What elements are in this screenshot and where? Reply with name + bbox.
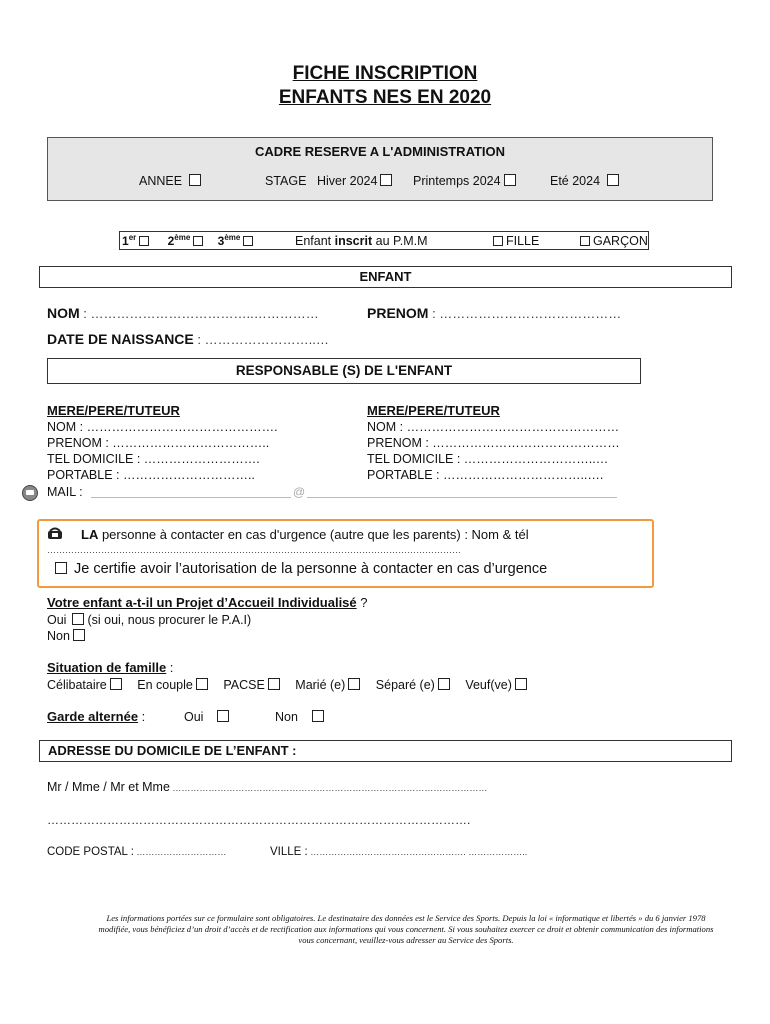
printemps-label: Printemps 2024 — [413, 174, 501, 188]
printemps-option — [413, 173, 519, 189]
garcon-checkbox[interactable] — [580, 236, 590, 246]
adresse-name-field[interactable]: Mr / Mme / Mr et Mme …………………………………………………………………………………………… — [47, 780, 488, 794]
emergency-contact-label: LA personne à contacter en cas d'urgence (autre que les parents) : Nom & tél — [81, 527, 529, 542]
emergency-contact-line[interactable]: ………………………………………………………………………………………………………………………… — [47, 545, 461, 555]
famille-pacse-checkbox[interactable] — [268, 678, 280, 690]
admin-reserved-box — [47, 137, 713, 201]
pai-non-label: Non — [47, 629, 70, 643]
emergency-contact-box — [37, 519, 654, 588]
mail-label: MAIL : — [47, 485, 83, 499]
garde-oui-checkbox[interactable] — [217, 710, 229, 722]
annee-label: ANNEE — [139, 174, 183, 188]
printemps-checkbox[interactable] — [504, 174, 516, 186]
rank-options — [122, 233, 256, 248]
parent-2-heading: MERE/PERE/TUTEUR — [367, 403, 500, 418]
parent-1-nom[interactable]: NOM : ………………………………………. — [47, 420, 278, 434]
garde-non-checkbox[interactable] — [312, 710, 324, 722]
parent-1-heading: MERE/PERE/TUTEUR — [47, 403, 180, 418]
child-birthdate-field[interactable]: DATE DE NAISSANCE : ……………………..… — [47, 331, 329, 347]
famille-veuf-checkbox[interactable] — [515, 678, 527, 690]
certify-option — [52, 561, 547, 577]
garcon-option — [577, 233, 648, 249]
parent-1-portable[interactable]: PORTABLE : ………………………….. — [47, 468, 255, 482]
stage-label: STAGE — [265, 174, 307, 188]
mail-user-line[interactable] — [91, 497, 291, 498]
famille-pacse-label: PACSE — [223, 678, 265, 692]
ete-checkbox[interactable] — [607, 174, 619, 186]
garde-label: Garde alternée : — [47, 709, 146, 724]
pai-non-option — [47, 628, 88, 644]
responsable-section-title: RESPONSABLE (S) DE L'ENFANT — [235, 363, 453, 378]
certify-label: Je certifie avoir l’autorisation de la personne à contacter en cas d’urgence — [74, 561, 548, 577]
child-prenom-field[interactable]: PRENOM : …………………………………… — [367, 305, 622, 321]
hiver-option — [317, 173, 395, 189]
rank-1-label: 1er — [122, 233, 137, 248]
parent-2-block — [367, 403, 667, 483]
parent-2-portable[interactable]: PORTABLE : ……………………………..…. — [367, 468, 604, 482]
pai-oui-note: (si oui, nous procurer le P.A.I) — [87, 613, 252, 627]
responsable-section-bar — [47, 358, 641, 384]
famille-options — [47, 677, 530, 693]
garde-non-option — [275, 709, 327, 725]
famille-celibataire-checkbox[interactable] — [110, 678, 122, 690]
garde-oui-label: Oui — [184, 710, 204, 724]
rank-1-checkbox[interactable] — [139, 236, 149, 246]
parent-2-tel[interactable]: TEL DOMICILE : …………………………..… — [367, 452, 609, 466]
famille-celibataire-label: Célibataire — [47, 678, 107, 692]
adresse-section-title: ADRESSE DU DOMICILE DE L’ENFANT : — [48, 743, 297, 758]
enfant-inscrit-text: Enfant inscrit au P.M.M — [295, 234, 428, 248]
child-nom-field[interactable]: NOM : ………………………………..…………… — [47, 305, 319, 321]
adresse-section-bar — [39, 740, 732, 762]
form-title-line2: ENFANTS NES EN 2020 — [278, 87, 492, 108]
code-postal-field[interactable]: CODE POSTAL : ………………………… — [47, 846, 227, 858]
ville-field[interactable]: VILLE : ……………………………………………. ……………….. — [270, 846, 528, 858]
garde-oui-option — [184, 709, 232, 725]
pai-oui-label: Oui — [47, 613, 67, 627]
ete-label: Eté 2024 — [550, 174, 601, 188]
enfant-section-bar — [39, 266, 732, 288]
pai-oui-checkbox[interactable] — [72, 613, 84, 625]
pai-non-checkbox[interactable] — [73, 629, 85, 641]
garde-non-label: Non — [275, 710, 298, 724]
rank-2-checkbox[interactable] — [193, 236, 203, 246]
form-title-line1: FICHE INSCRIPTION — [292, 63, 478, 84]
admin-box-title: CADRE RESERVE A L'ADMINISTRATION — [254, 144, 506, 159]
famille-separe-checkbox[interactable] — [438, 678, 450, 690]
famille-label: Situation de famille : — [47, 660, 174, 675]
famille-veuf-label: Veuf(ve) — [465, 678, 512, 692]
rank-3-label: 3ème — [217, 233, 241, 248]
annee-checkbox[interactable] — [189, 174, 201, 186]
certify-checkbox[interactable] — [55, 562, 67, 574]
pai-oui-option — [47, 612, 251, 628]
parent-1-tel[interactable]: TEL DOMICILE : ………………………. — [47, 452, 260, 466]
famille-separe-label: Séparé (e) — [375, 678, 435, 692]
garcon-label: GARÇON — [593, 234, 648, 248]
fille-label: FILLE — [506, 234, 540, 248]
parent-2-prenom[interactable]: PRENOM : ……………………………………… — [367, 436, 620, 450]
rank-gender-row — [119, 231, 649, 250]
legal-notice: Les informations portées sur ce formulaire sont obligatoires. Le destinataire des données est le Service des Sports. Depuis la loi « informatique et libertés » du 6 janvier 1978 modifiée, vous bénéficiez d’un droit d’accès et de rectification aux informations qui vous concernent. Si vous souhaitez exercer ce droit et obtenir communication des informations vous concernant, veuillez-vous adresser au Service des Sports. — [98, 913, 714, 945]
pai-question: Votre enfant a-t-il un Projet d’Accueil Individualisé ? — [47, 595, 368, 610]
parent-1-block — [47, 403, 347, 483]
hiver-checkbox[interactable] — [380, 174, 392, 186]
rank-2-label: 2ème — [167, 233, 191, 248]
fille-option — [490, 233, 539, 249]
mail-icon — [22, 485, 38, 501]
famille-marie-label: Marié (e) — [295, 678, 346, 692]
mail-at-sign: @ — [293, 485, 306, 499]
phone-icon — [47, 527, 63, 540]
parent-1-prenom[interactable]: PRENOM : ……………………………….. — [47, 436, 270, 450]
ete-option — [550, 173, 622, 189]
hiver-label: Hiver 2024 — [317, 174, 378, 188]
annee-field — [139, 173, 204, 189]
famille-couple-label: En couple — [137, 678, 193, 692]
enfant-section-title: ENFANT — [359, 269, 412, 284]
adresse-street-line[interactable]: ……………………………………………………………………………………………. — [47, 813, 471, 827]
fille-checkbox[interactable] — [493, 236, 503, 246]
famille-couple-checkbox[interactable] — [196, 678, 208, 690]
famille-marie-checkbox[interactable] — [348, 678, 360, 690]
mail-domain-line[interactable] — [307, 497, 617, 498]
rank-3-checkbox[interactable] — [243, 236, 253, 246]
parent-2-nom[interactable]: NOM : …………………………………………… — [367, 420, 620, 434]
